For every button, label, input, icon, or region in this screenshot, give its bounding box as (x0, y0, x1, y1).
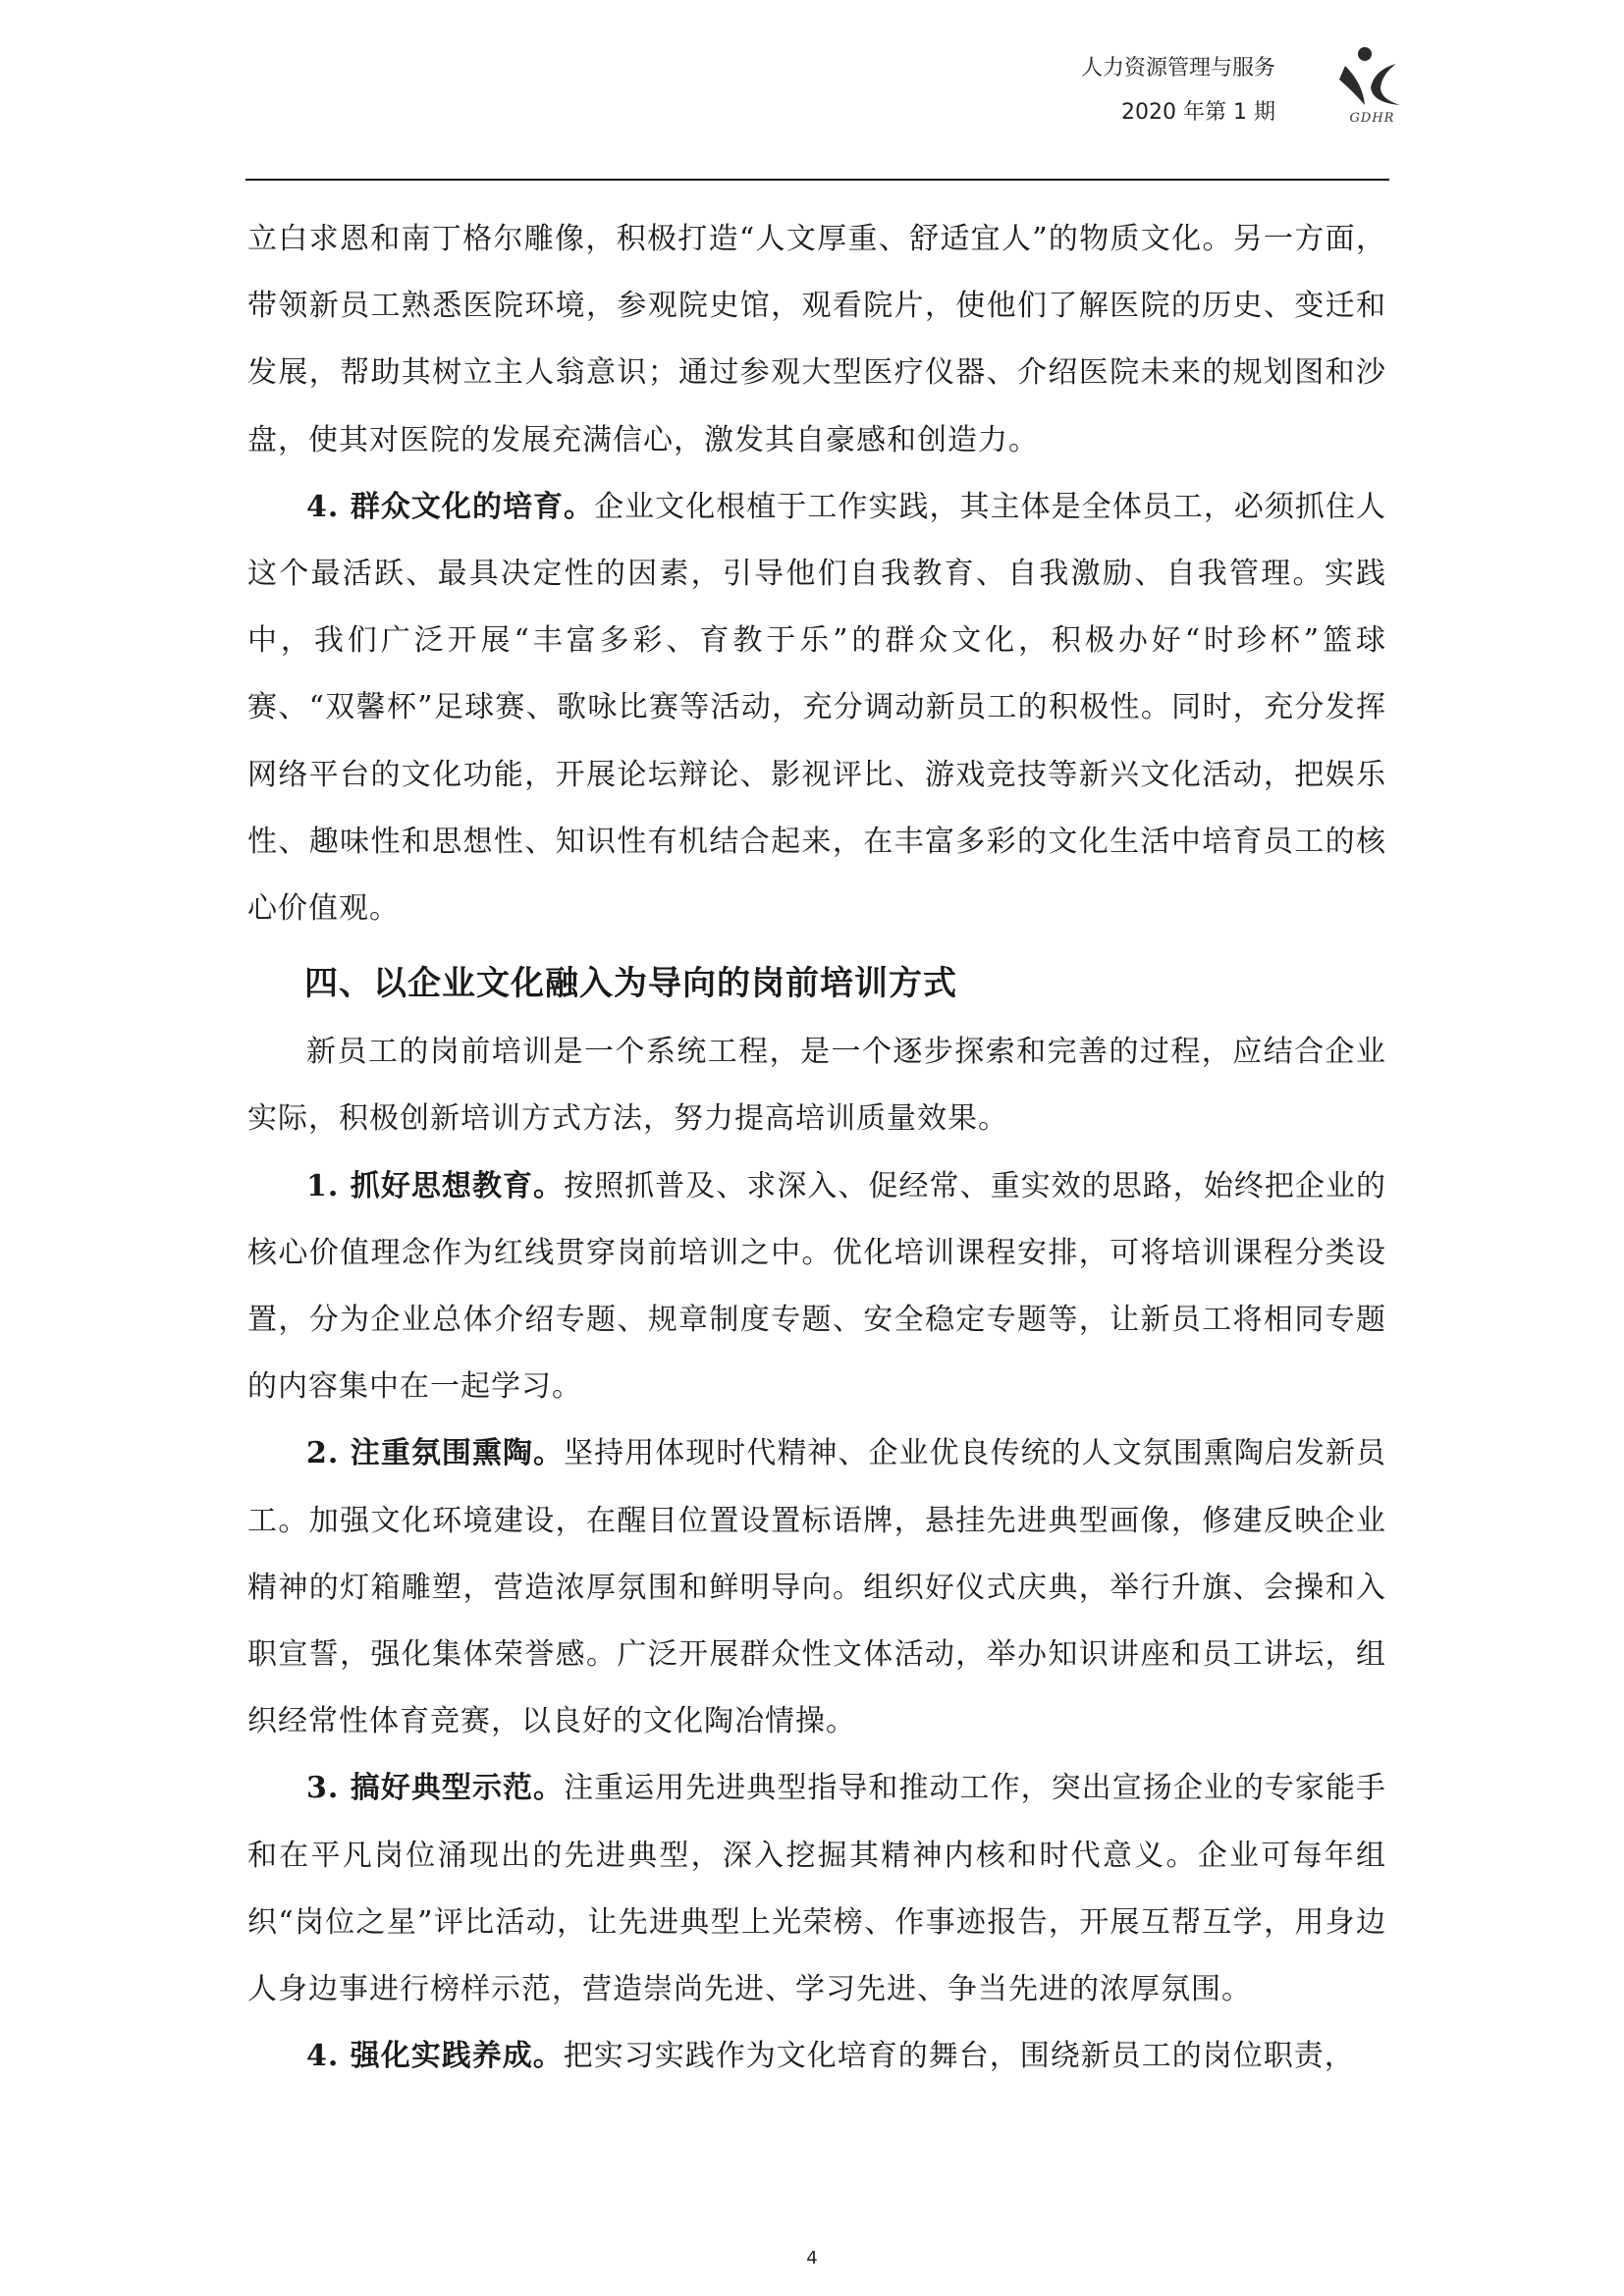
paragraph (247, 474, 1386, 942)
page-header (0, 0, 1624, 187)
paragraph-lead: 4. 强化实践养成。 (306, 2039, 564, 2074)
paragraph: 立白求恩和南丁格尔雕像，积极打造“人文厚重、舒适宜人”的物质文化。另一方面，带领新员工熟悉医院环境，参观院史馆，观看院片，使他们了解医院的历史、变迁和发展，帮助其树立主人翁意识；通过参观大型医疗仪器、介绍医院未来的规划图和沙盘，使其对医院的发展充满信心，激发其自豪感和创造力。 (247, 222, 1386, 457)
gdhr-logo (1316, 44, 1429, 133)
paragraph-text: 按照抓普及、求深入、促经常、重实效的思路，始终把企业的核心价值理念作为红线贯穿岗前培训之中。优化培训课程安排，可将培训课程分类设置，分为企业总体介绍专题、规章制度专题、安全稳定专题等，让新员工将相同专题的内容集中在一起学习。 (247, 1168, 1387, 1405)
paragraph (247, 2023, 1386, 2090)
paragraph-text: 把实习实践作为文化培育的舞台，围绕新员工的岗位职责， (563, 2039, 1355, 2074)
header-divider (245, 179, 1389, 181)
paragraph-text: 坚持用体现时代精神、企业优良传统的人文氛围熏陶启发新员工。加强文化环境建设，在醒目位置设置标语牌，悬挂先进典型画像，修建反映企业精神的灯箱雕塑，营造浓厚氛围和鲜明导向。组织好仪式庆典，举行升旗、会操和入职宣誓，强化集体荣誉感。广泛开展群众性文体活动，举办知识讲座和员工讲坛，组织经常性体育竞赛，以良好的文化陶冶情操。 (247, 1436, 1387, 1739)
paragraph-text: 注重运用先进典型指导和推动工作，突出宣扬企业的专家能手和在平凡岗位涌现出的先进典型，深入挖掘其精神内核和时代意义。企业可每年组织“岗位之星”评比活动，让先进典型上光荣榜、作事迹报告，开展互帮互学，用身边人身边事进行榜样示范，营造崇尚先进、学习先进、争当先进的浓厚氛围。 (247, 1771, 1387, 2007)
paragraph-lead: 2. 注重氛围熏陶。 (306, 1436, 565, 1471)
section-heading: 四、以企业文化融入为导向的岗前培训方式 (304, 964, 957, 1004)
paragraph (247, 1420, 1386, 1755)
paragraph-lead: 1. 抓好思想教育。 (306, 1168, 565, 1203)
article-body (247, 206, 1386, 2090)
paragraph-lead: 4. 群众文化的培育。 (306, 489, 595, 524)
issue-label: 2020 年第 1 期 (1121, 100, 1275, 125)
paragraph (247, 1755, 1386, 2023)
page-number: 4 (806, 2248, 818, 2269)
gdhr-logo-icon (1316, 44, 1429, 113)
paragraph (247, 1153, 1386, 1421)
paragraph-lead: 3. 搞好典型示范。 (306, 1771, 565, 1806)
paragraph-text: 企业文化根植于工作实践，其主体是全体员工，必须抓住人这个最活跃、最具决定性的因素，引导他们自我教育、自我激励、自我管理。实践中，我们广泛开展“丰富多彩、育教于乐”的群众文化，积极办好“时珍杯”篮球赛、“双馨杯”足球赛、歌咏比赛等活动，充分调动新员工的积极性。同时，充分发挥网络平台的文化功能，开展论坛辩论、影视评比、游戏竞技等新兴文化活动，把娱乐性、趣味性和思想性、知识性有机结合起来，在丰富多彩的文化生活中培育员工的核心价值观。 (247, 489, 1387, 927)
paragraph: 新员工的岗前培训是一个系统工程，是一个逐步探索和完善的过程，应结合企业实际，积极创新培训方式方法，努力提高培训质量效果。 (247, 1035, 1386, 1137)
journal-title: 人力资源管理与服务 (1080, 56, 1275, 80)
logo-text: GDHR (1349, 111, 1395, 126)
